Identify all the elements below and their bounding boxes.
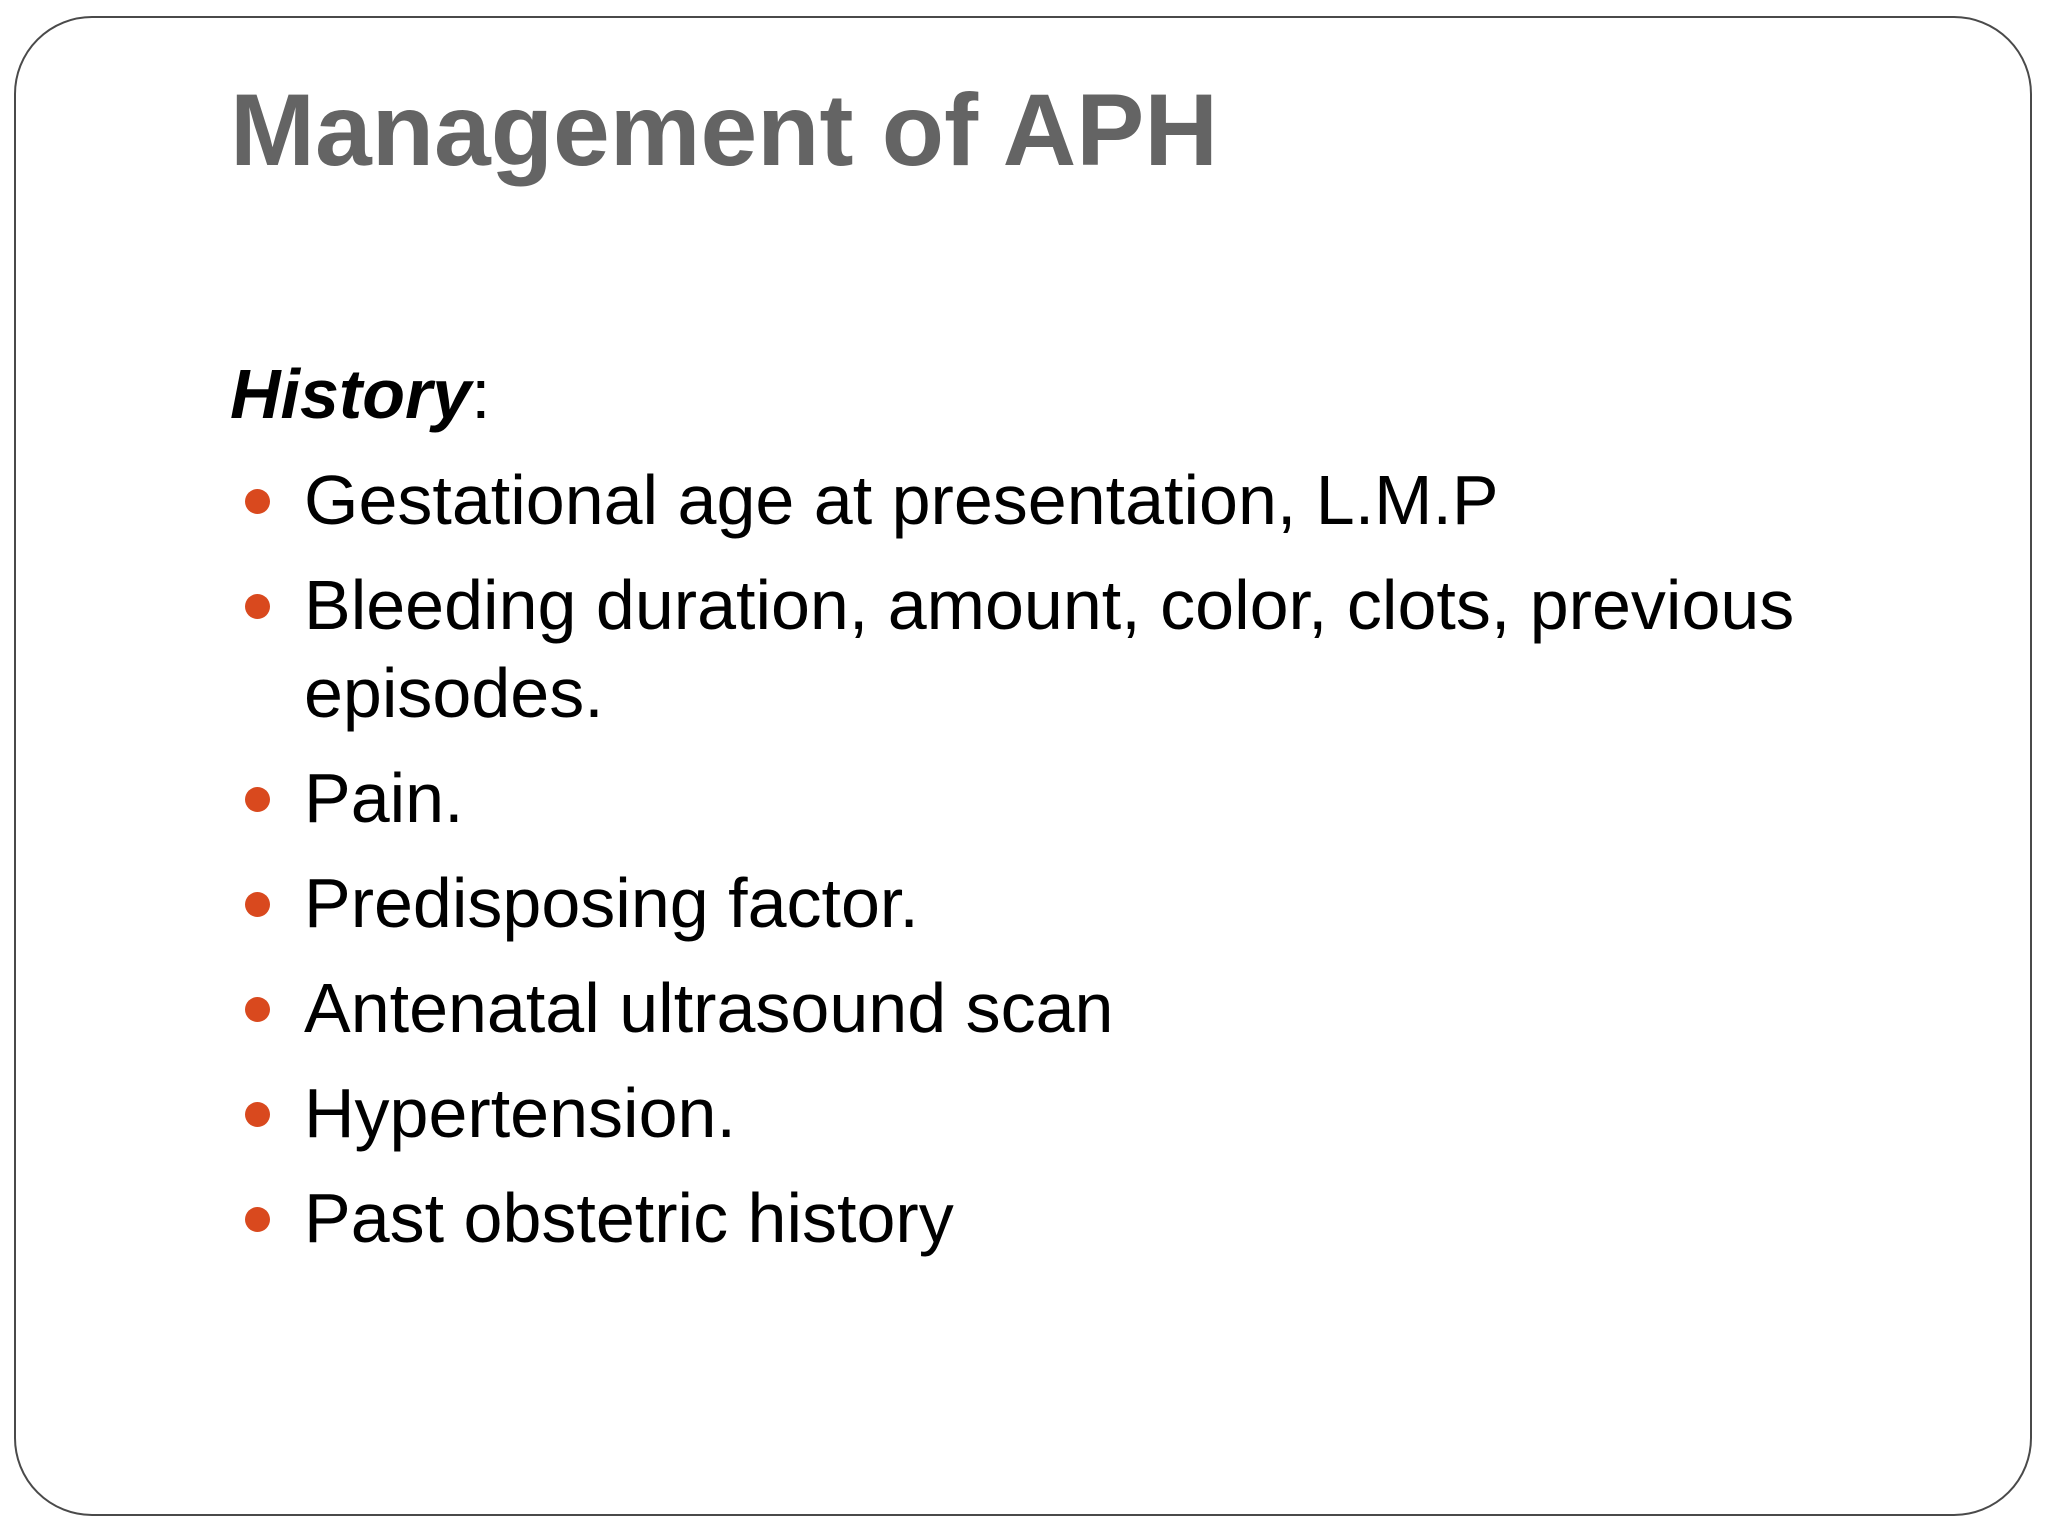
bullet-list [230,456,1930,1262]
list-item [230,1069,1930,1157]
list-item-text: Past obstetric history [304,1179,954,1257]
slide-title: Management of APH [230,73,1218,187]
list-item [230,859,1930,947]
list-item-text: Bleeding duration, amount, color, clots, previous episodes. [304,566,1795,732]
bullet-dot-icon [245,997,270,1022]
bullet-dot-icon [245,594,270,619]
bullet-dot-icon [245,1102,270,1127]
list-item [230,964,1930,1052]
history-heading [230,352,1930,436]
bullet-dot-icon [245,892,270,917]
history-colon: : [471,355,491,433]
list-item-text: Antenatal ultrasound scan [304,969,1114,1047]
list-item [230,561,1930,737]
slide-frame [14,16,2032,1516]
list-item-text: Gestational age at presentation, L.M.P [304,461,1499,539]
slide-body [230,352,1930,1279]
list-item-text: Hypertension. [304,1074,736,1152]
list-item [230,1174,1930,1262]
list-item-text: Pain. [304,759,464,837]
bullet-dot-icon [245,489,270,514]
history-label: History [230,355,472,433]
list-item [230,456,1930,544]
list-item [230,754,1930,842]
list-item-text: Predisposing factor. [304,864,919,942]
bullet-dot-icon [245,1207,270,1232]
bullet-dot-icon [245,787,270,812]
